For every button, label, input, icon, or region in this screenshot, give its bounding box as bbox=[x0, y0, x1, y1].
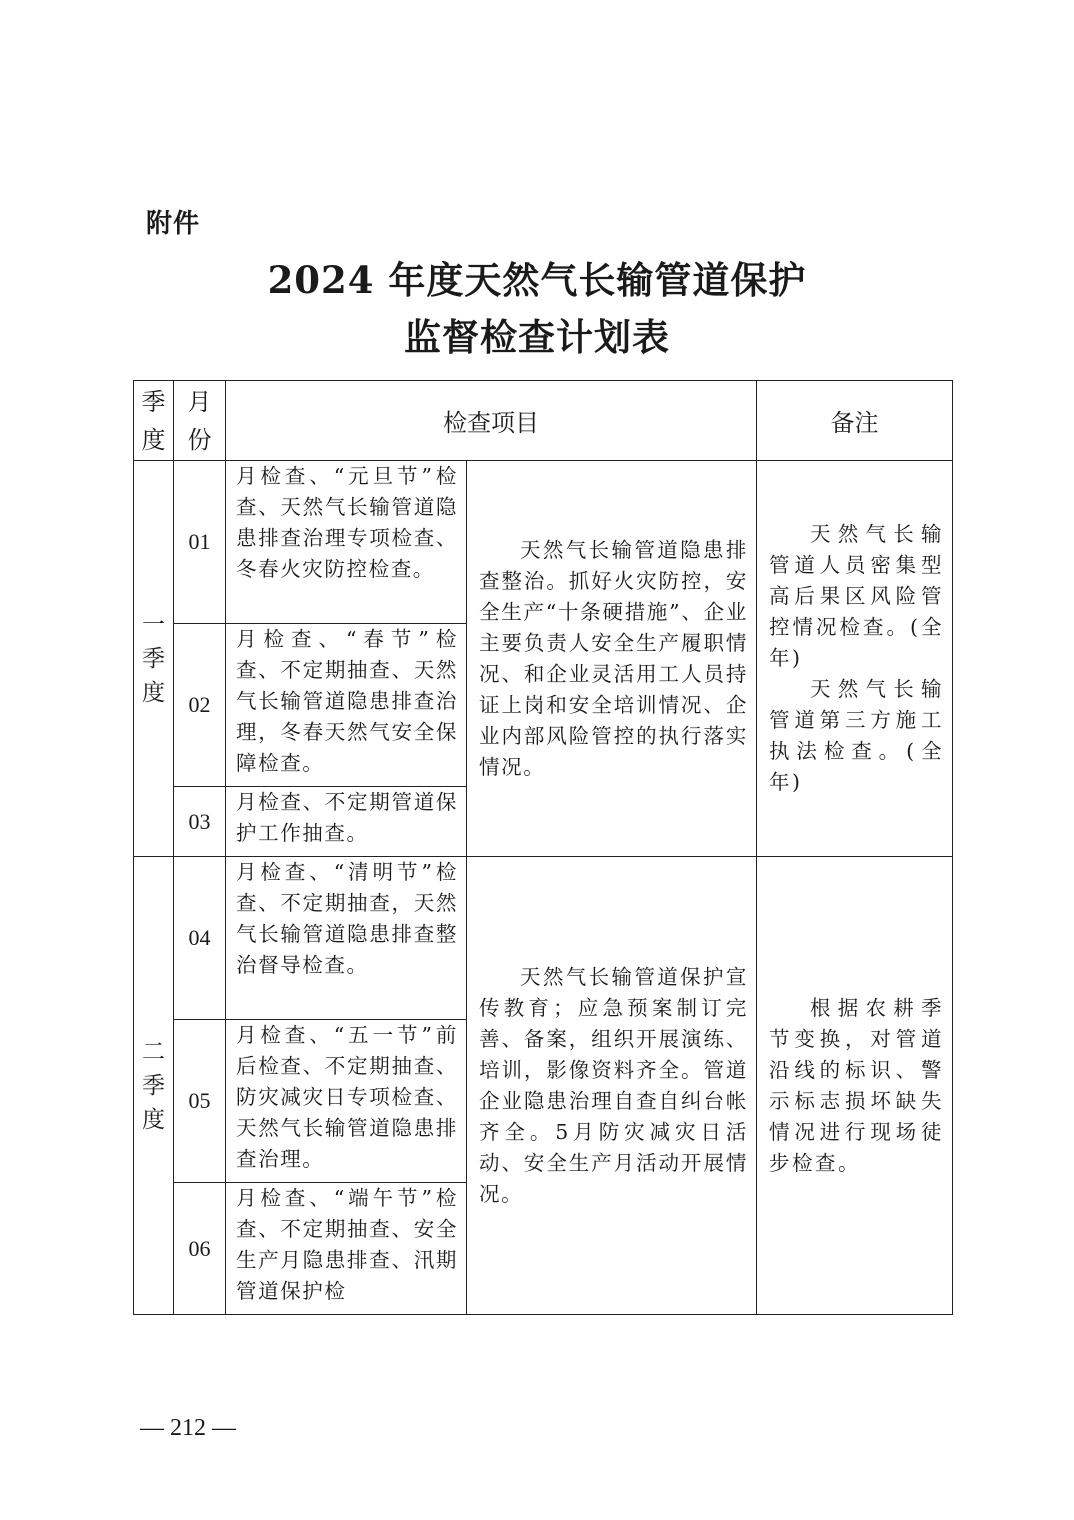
merged-items-q1: 天然气长输管道隐患排查整治。抓好火灾防控，安全生产“十条硬措施”、企业主要负责人安全生产履职情况、和企业灵活用工人员持证上岗和安全培训情况、企业内部风险管控的执行落实情况。 bbox=[467, 461, 757, 857]
month-cell: 06 bbox=[174, 1183, 226, 1315]
month-cell: 02 bbox=[174, 624, 226, 787]
season-cell-q1: 一 季 度 bbox=[134, 461, 174, 857]
header-items: 检查项目 bbox=[226, 381, 757, 461]
attachment-label: 附件 bbox=[146, 209, 201, 239]
inspection-plan-table bbox=[133, 380, 953, 1315]
month-cell: 01 bbox=[174, 461, 226, 624]
month-cell: 03 bbox=[174, 787, 226, 857]
document-title-line1: 2024 年度天然气长输管道保护 bbox=[267, 258, 807, 302]
header-remarks: 备注 bbox=[757, 381, 953, 461]
month-cell: 04 bbox=[174, 857, 226, 1020]
header-month: 月 份 bbox=[174, 381, 226, 461]
merged-items-q2: 天然气长输管道保护宣传教育；应急预案制订完善、备案，组织开展演练、培训，影像资料齐全。管道企业隐患治理自查自纠台帐齐全。5月防灾减灾日活动、安全生产月活动开展情况。 bbox=[467, 857, 757, 1315]
page-number: — 212 — bbox=[140, 1415, 236, 1441]
item-cell: 月检查、不定期管道保护工作抽查。 bbox=[226, 787, 467, 857]
table-row bbox=[134, 857, 953, 1020]
item-cell: 月检查、“春节”检查、不定期抽查、天然气长输管道隐患排查治理，冬春天然气安全保障检查。 bbox=[226, 624, 467, 787]
item-cell: 月检查、“元旦节”检查、天然气长输管道隐患排查治理专项检查、冬春火灾防控检查。 bbox=[226, 461, 467, 624]
header-season: 季 度 bbox=[134, 381, 174, 461]
month-cell: 05 bbox=[174, 1020, 226, 1183]
item-cell: 月检查、“清明节”检查、不定期抽查，天然气长输管道隐患排查整治督导检查。 bbox=[226, 857, 467, 1020]
item-cell: 月检查、“五一节”前后检查、不定期抽查、防灾减灾日专项检查、天然气长输管道隐患排查治理。 bbox=[226, 1020, 467, 1183]
remarks-q2: 根据农耕季节变换，对管道沿线的标识、警示标志损坏缺失情况进行现场徒步检查。 bbox=[757, 857, 953, 1315]
document-title-line2: 监督检查计划表 bbox=[404, 315, 670, 359]
item-cell: 月检查、“端午节”检查、不定期抽查、安全生产月隐患排查、汛期管道保护检 bbox=[226, 1183, 467, 1315]
season-cell-q2: 二 季 度 bbox=[134, 857, 174, 1315]
table-row bbox=[134, 461, 953, 624]
table-header-row bbox=[134, 381, 953, 461]
remarks-q1: 天然气长输管道人员密集型高后果区风险管控情况检查。(全年) 天然气长输管道第三方施工执法检查。(全年) bbox=[757, 461, 953, 857]
